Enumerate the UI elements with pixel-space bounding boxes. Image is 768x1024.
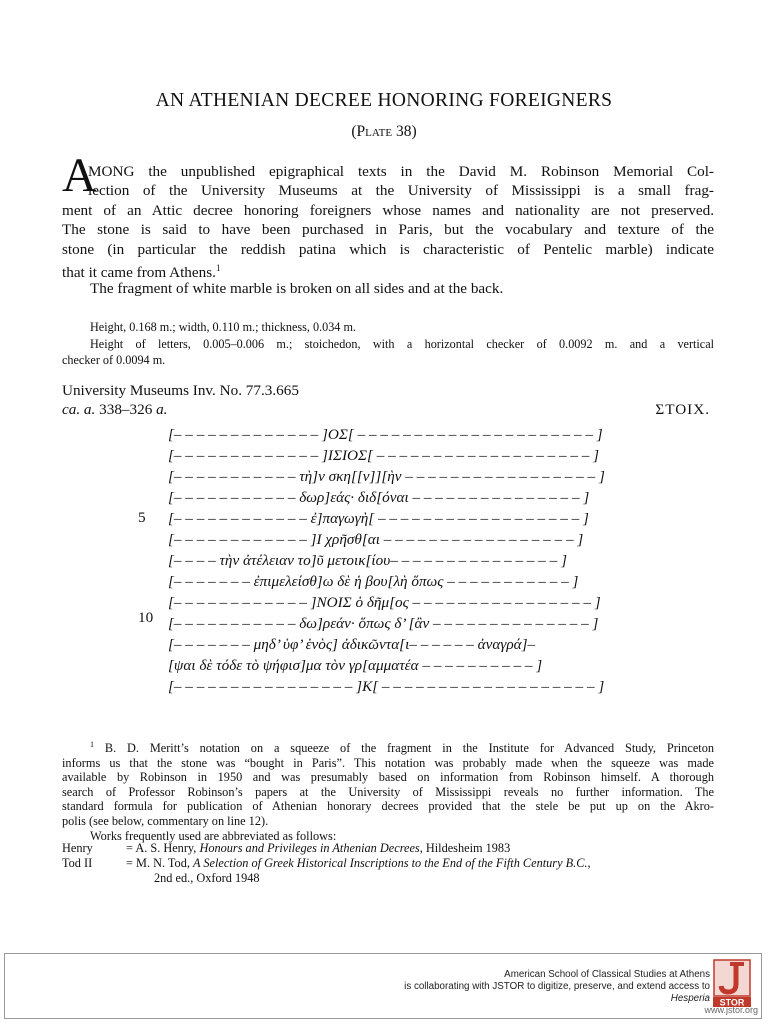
footer-collaboration: is collaborating with JSTOR to digitize, preserve, and extend access to	[404, 981, 710, 992]
footnote-line: informs us that the stone was “bought in Paris”. This notation was probably made when the squeeze was made	[62, 755, 714, 770]
intro-line: ment of an Attic decree honoring foreigners whose names and nationality are not preserved.	[62, 201, 714, 219]
inscription-line: [– – – – – – – – – – – – – – – – ]Κ[ – – – – – – – – – – – – – – – – – – – ]	[168, 678, 605, 695]
footer-publisher: American School of Classical Studies at Athens	[504, 969, 710, 980]
intro-line: stone (in particular the reddish patina which is characteristic of Pentelic marble) indicate	[62, 240, 714, 258]
inscription-line: [– – – – – – – – – – – δωρ]εάς· διδ[όναι – – – – – – – – – – – – – – – ]	[168, 489, 590, 506]
plate-reference: (Plate 38)	[351, 123, 417, 140]
inventory-number: University Museums Inv. No. 77.3.665	[62, 382, 299, 399]
inscription-line: [– – – – – – – ἐπιμελείσθ]ω δὲ ἡ βου[λὴ ὅπως – – – – – – – – – – – ]	[168, 573, 579, 590]
inscription-line: [– – – – – – – – – – – – – ]ΙΣΙΟΣ[ – – – – – – – – – – – – – – – – – – – ]	[168, 447, 600, 464]
inscription-line: [– – – – – – – – – – – – – ]ΟΣ[ – – – – – – – – – – – – – – – – – – – – – ]	[168, 426, 603, 443]
measurement-line: Height of letters, 0.005–0.006 m.; stoichedon, with a horizontal checker of 0.0092 m. and a vertical	[90, 336, 714, 351]
inscription-line: [– – – – τὴν ἀτέλειαν το]ῦ μετοικ[ίου– – – – – – – – – – – – – – – ]	[168, 552, 567, 569]
footnote	[62, 738, 714, 843]
intro-line: lection of the University Museums at the University of Mississippi is a small frag-	[88, 182, 714, 200]
footnote-line: search of Professor Robinson’s papers at the University of Mississippi reveals no further information. The	[62, 784, 714, 799]
footnote-line: standard formula for publication of Athenian honorary decrees provided that the stele be put up on the Akro-	[62, 799, 714, 814]
footer-journal-link[interactable]: Hesperia	[670, 993, 710, 1004]
footnote-line: $^1$ B. D. Meritt’s notation on a squeeze of the fragment in the Institute for Advanced Study, Princeton	[90, 740, 714, 756]
footnote-line: available by Robinson in 1950 and was presumably based on information from Robinson himself. A thorough	[62, 770, 714, 785]
line-number: 10	[138, 609, 154, 626]
jstor-logo-text: STOR	[719, 997, 745, 1008]
abbreviation-tod: Tod II = M. N. Tod, A Selection of Greek Historical Inscriptions to the End of the Fifth Century B.C.,	[62, 856, 591, 870]
jstor-logo-icon[interactable]	[712, 958, 752, 1008]
footnote-reference[interactable]: 1	[215, 262, 221, 273]
jstor-url-link[interactable]: www.jstor.org	[704, 1005, 758, 1015]
inscription-line: [ψαι δὲ τόδε τὸ ψήφισ]μα τὸν γρ[αμματέα – – – – – – – – – – ]	[168, 657, 543, 674]
intro-paragraph	[62, 162, 714, 282]
second-paragraph: The fragment of white marble is broken on all sides and at the back.	[90, 280, 504, 297]
intro-line: MONG the unpublished epigraphical texts in the David M. Robinson Memorial Col-	[88, 163, 714, 180]
footnote-line: polis (see below, commentary on line 12).	[62, 814, 269, 829]
line-number: 5	[138, 509, 146, 526]
abbreviation-henry: Henry = A. S. Henry, Honours and Privileges in Athenian Decrees, Hildesheim 1983	[62, 841, 511, 855]
inscription-date: ca. a. 338–326 a.	[62, 401, 168, 418]
measurement-line: Height, 0.168 m.; width, 0.110 m.; thickness, 0.034 m.	[90, 320, 356, 334]
intro-line: The stone is said to have been purchased in Paris, but the vocabulary and texture of the	[62, 221, 714, 239]
article-title: AN ATHENIAN DECREE HONORING FOREIGNERS	[155, 90, 613, 111]
measurement-line: checker of 0.0094 m.	[62, 353, 166, 367]
inscription-line: [– – – – – – – – – – – – ]ΝΟΙΣ ὁ δῆμ[ος – – – – – – – – – – – – – – – – ]	[168, 594, 601, 611]
inscription-line: [– – – – – – – – – – – τὴ]ν σκη[[ν]][ὴν – – – – – – – – – – – – – – – – – ]	[168, 468, 605, 485]
stoichedon-label: ΣΤΟΙΧ.	[655, 401, 710, 418]
abbreviation-tod-continued: 2nd ed., Oxford 1948	[154, 871, 260, 885]
jstor-notice	[404, 969, 710, 1005]
inscription-line: [– – – – – – – – – – – – ]Ι χρῆσθ[αι – – – – – – – – – – – – – – – – – ]	[168, 531, 584, 548]
inscription-line: [– – – – – – – – – – – δω]ρεάν· ὅπως δ’ [ἂν – – – – – – – – – – – – – – ]	[168, 615, 599, 632]
inscription-line: [– – – – – – – μηδ’ ὑφ’ ἑνὸς] ἀδικῶντα[ι– – – – – – ἀναγρά]–	[168, 636, 536, 653]
measurements	[62, 319, 714, 369]
inscription-line: [– – – – – – – – – – – – ἐ]παγωγὴ[ – – – – – – – – – – – – – – – – – – ]	[168, 510, 589, 527]
works-intro: Works frequently used are abbreviated as follows:	[90, 828, 337, 843]
intro-line: that it came from Athens.$^1$	[62, 262, 221, 282]
drop-cap: A	[62, 149, 97, 202]
footnote-marker: 1	[90, 740, 94, 749]
